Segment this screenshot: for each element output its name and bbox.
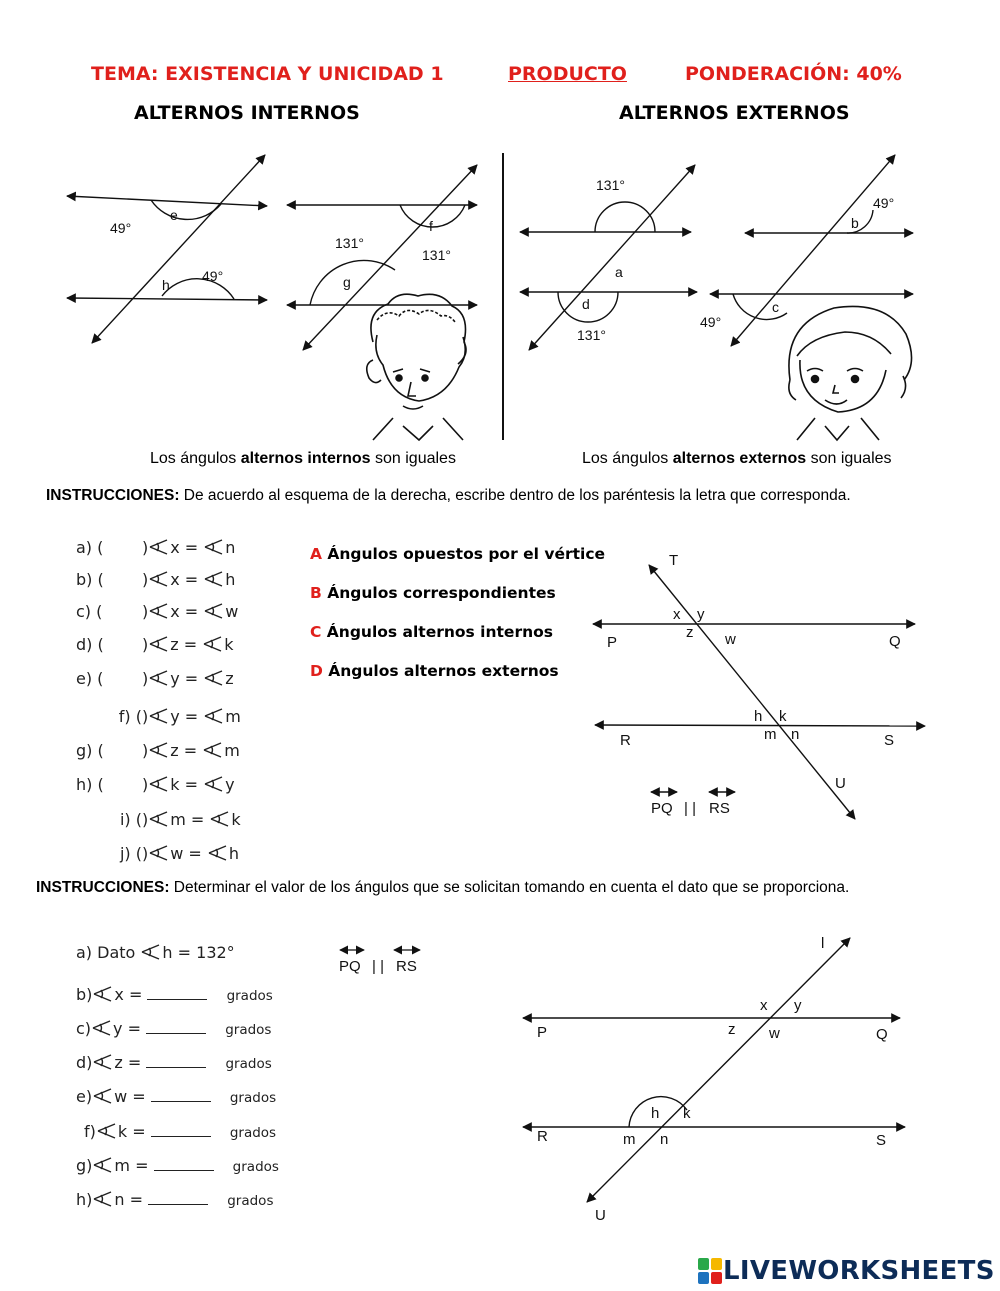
answer-field[interactable] <box>146 1055 206 1068</box>
fig1-label: 131° <box>577 327 606 343</box>
angle-label-h: h <box>651 1105 660 1122</box>
matching-row: b) ( ) x = h <box>76 570 236 589</box>
angle-icon <box>148 707 170 725</box>
angle-label-x: x <box>760 997 768 1014</box>
angle-icon <box>91 1019 113 1037</box>
label-s: S <box>884 732 895 749</box>
question-row: h) n = grados <box>76 1190 274 1209</box>
label-p: P <box>607 634 618 651</box>
caption-alternos-externos: Los ángulos alternos externos son iguales <box>582 450 892 467</box>
label-pq: PQ <box>651 800 673 817</box>
fig1-label: a <box>615 264 623 280</box>
answer-field[interactable] <box>146 1021 206 1034</box>
fig1-label: 131° <box>335 235 364 251</box>
instructions-values: INSTRUCCIONES: Determinar el valor de los ángulos que se solicitan tomando en cuenta el dato que se proporciona. <box>36 879 850 896</box>
matching-row: j) () w = h <box>119 844 240 863</box>
matching-row: a) ( ) x = n <box>76 538 236 557</box>
angle-icon <box>92 1156 114 1174</box>
label-q: Q <box>889 633 901 650</box>
fig1-line <box>67 196 267 206</box>
line-rs <box>595 725 925 726</box>
angle-icon <box>148 741 170 759</box>
angle-icon <box>203 538 225 556</box>
angle-icon <box>96 1122 118 1140</box>
fig1-label: 49° <box>110 220 132 236</box>
angle-icon <box>148 570 170 588</box>
answer-field[interactable] <box>148 1192 208 1205</box>
angle-label-w: w <box>769 1025 780 1042</box>
transversal <box>587 938 850 1202</box>
question-row: f) k = grados <box>84 1122 277 1141</box>
parallel-symbol: | | <box>684 800 696 817</box>
ponderacion-label: PONDERACIÓN: 40% <box>685 63 902 85</box>
legend-item-a: A Ángulos opuestos por el vértice <box>310 545 606 563</box>
angle-label-z: z <box>686 624 694 641</box>
girl-illustration <box>789 306 912 440</box>
fig1-arc <box>595 202 655 232</box>
instructions-matching: INSTRUCCIONES: De acuerdo al esquema de la derecha, escribe dentro de los paréntesis la letra que corresponda. <box>46 487 851 504</box>
fig1-label: c <box>772 299 779 315</box>
question-row: g) m = grados <box>76 1156 279 1175</box>
angle-icon <box>148 538 170 556</box>
angle-icon <box>148 844 170 862</box>
parallel-lines-diagram <box>585 545 940 830</box>
legend-item-c: C Ángulos alternos internos <box>310 623 553 641</box>
fig1-label: 49° <box>873 195 895 211</box>
angle-icon <box>148 775 170 793</box>
dato-line: a) Dato h = 132° <box>76 943 235 962</box>
angle-icon <box>140 943 162 961</box>
question-row: e) w = grados <box>76 1087 277 1106</box>
angle-icon <box>203 775 225 793</box>
question-row: b) x = grados <box>76 985 273 1004</box>
angle-icon <box>92 1190 114 1208</box>
matching-row: e) ( ) y = z <box>76 669 234 688</box>
subtitle-alternos-externos: ALTERNOS EXTERNOS <box>619 102 850 124</box>
angle-icon <box>202 741 224 759</box>
angle-label-y: y <box>794 997 802 1014</box>
fig1-label: 49° <box>202 268 224 284</box>
liveworksheets-brand <box>697 1256 995 1286</box>
angle-label-k: k <box>683 1105 691 1122</box>
parallel-symbol: | | <box>372 958 384 975</box>
answer-field[interactable] <box>154 1158 214 1171</box>
angle-icon <box>92 985 114 1003</box>
angle-icon <box>202 635 224 653</box>
question-row: c) y = grados <box>76 1019 272 1038</box>
boy-illustration <box>367 294 466 440</box>
angle-icon <box>203 602 225 620</box>
producto-label: PRODUCTO <box>508 63 627 85</box>
fig1-arc <box>162 279 234 299</box>
fig1-transversal <box>92 155 265 343</box>
question-row: d) z = grados <box>76 1053 272 1072</box>
fig1-label: 49° <box>700 314 722 330</box>
fig1-line <box>67 298 267 300</box>
fig1-label: f <box>429 218 433 234</box>
matching-row: h) ( ) k = y <box>76 775 235 794</box>
matching-row: f) () y = m <box>118 707 241 726</box>
caption-alternos-internos: Los ángulos alternos internos son iguales <box>150 450 456 467</box>
label-r: R <box>620 732 631 749</box>
matching-row: d) ( ) z = k <box>76 635 234 654</box>
label-t: T <box>669 552 679 569</box>
angle-label-x: x <box>673 606 681 623</box>
label-rs: RS <box>709 800 730 817</box>
angle-icon <box>148 635 170 653</box>
legend-item-d: D Ángulos alternos externos <box>310 662 559 680</box>
angle-label-n: n <box>660 1131 669 1148</box>
liveworksheets-logo-icon <box>697 1257 723 1285</box>
fig1-label: h <box>162 277 170 293</box>
angle-icon <box>209 810 231 828</box>
answer-field[interactable] <box>151 1124 211 1137</box>
label-q: Q <box>876 1026 888 1043</box>
angle-label-z: z <box>728 1021 736 1038</box>
fig1-label: 131° <box>422 247 451 263</box>
label-top: l <box>821 935 825 952</box>
angle-label-m: m <box>764 726 777 743</box>
angle-icon <box>92 1087 114 1105</box>
angle-label-m: m <box>623 1131 636 1148</box>
fig1-label: 131° <box>596 177 625 193</box>
matching-row: c) ( ) x = w <box>76 602 239 621</box>
transversal-tu <box>649 565 855 819</box>
angle-icon <box>203 669 225 687</box>
matching-row: i) () m = k <box>119 810 241 829</box>
fig1-label: d <box>582 296 590 312</box>
label-rs: RS <box>396 958 417 975</box>
angle-icon <box>92 1053 114 1071</box>
label-p: P <box>537 1024 548 1041</box>
label-u: U <box>835 775 846 792</box>
values-diagram <box>515 930 915 1230</box>
label-u: U <box>595 1207 606 1224</box>
angle-label-k: k <box>779 708 787 725</box>
matching-row: g) ( ) z = m <box>76 741 240 760</box>
label-r: R <box>537 1128 548 1145</box>
angle-label-n: n <box>791 726 800 743</box>
angle-icon <box>148 602 170 620</box>
label-pq: PQ <box>339 958 361 975</box>
angle-icon <box>203 707 225 725</box>
answer-field[interactable] <box>147 987 207 1000</box>
fig1-label: b <box>851 215 859 231</box>
legend-item-b: B Ángulos correspondientes <box>310 584 556 602</box>
angle-icon <box>148 810 170 828</box>
label-s: S <box>876 1132 887 1149</box>
tema-title: TEMA: EXISTENCIA Y UNICIDAD 1 <box>91 63 444 85</box>
alternate-angles-figure <box>55 150 945 445</box>
brand-name: LIVEWORKSHEETS <box>723 1256 995 1286</box>
fig1-label: e <box>170 207 178 223</box>
subtitle-alternos-internos: ALTERNOS INTERNOS <box>134 102 360 124</box>
parallel-note <box>338 944 428 981</box>
angle-icon <box>203 570 225 588</box>
angle-icon <box>148 669 170 687</box>
angle-icon <box>207 844 229 862</box>
angle-label-y: y <box>697 606 705 623</box>
fig1-label: g <box>343 274 351 290</box>
angle-label-h: h <box>754 708 763 725</box>
answer-field[interactable] <box>151 1089 211 1102</box>
angle-label-w: w <box>725 631 736 648</box>
